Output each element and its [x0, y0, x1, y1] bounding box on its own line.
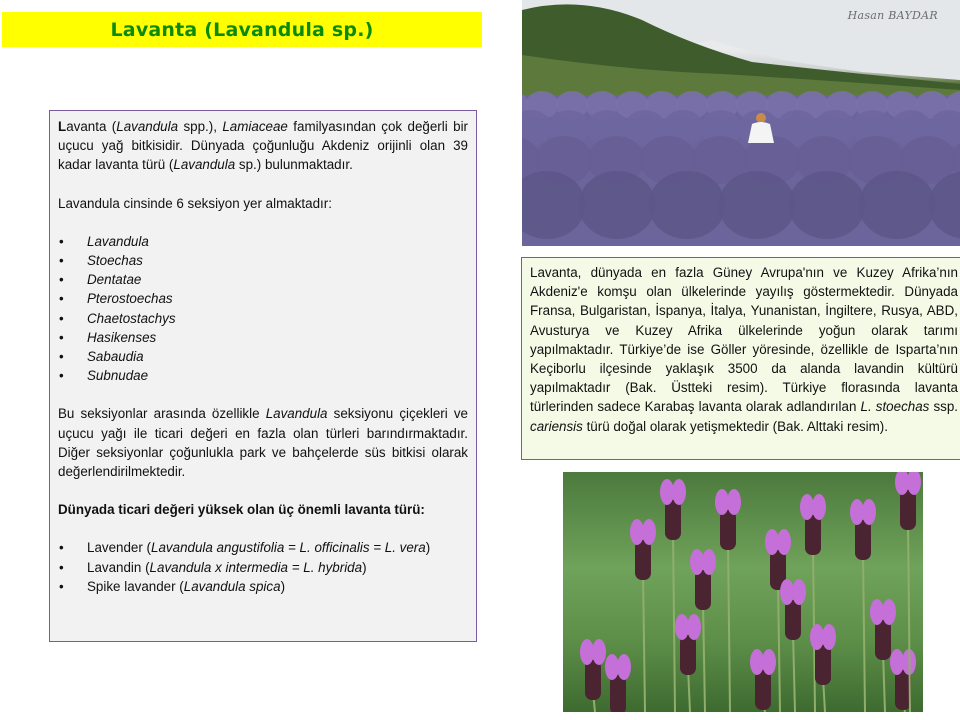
- flower-stem: [673, 532, 675, 712]
- intro-first-letter: L: [58, 119, 67, 134]
- commercial-species-item: [58, 538, 468, 557]
- slide-title: Lavanta (Lavandula sp.): [110, 18, 374, 41]
- section-name: Stoechas: [87, 253, 143, 269]
- left-text-box: [49, 110, 477, 642]
- flower-bract: [812, 494, 826, 520]
- lavender-bush: [579, 171, 656, 239]
- flowers-illustration: [563, 472, 923, 712]
- flower-bract: [750, 649, 764, 675]
- flower-stem: [883, 652, 885, 712]
- distribution-italic: L. stoechas: [860, 399, 930, 415]
- commercial-species-list: [58, 538, 468, 596]
- flower-head: [635, 540, 651, 580]
- intro-text: sp.) bulunmaktadır.: [235, 157, 353, 173]
- section-item: [58, 347, 468, 366]
- intro-text: spp.),: [178, 119, 223, 134]
- flower-stem: [728, 542, 730, 712]
- lavender-field-illustration: [522, 0, 960, 246]
- flower-bract: [890, 649, 904, 675]
- flower-stem: [703, 602, 705, 712]
- lavender-bush: [859, 171, 936, 239]
- lavender-bush: [719, 171, 796, 239]
- distribution-text: ssp.: [929, 399, 959, 415]
- intro-text: familyasından çok değerli bir uçucu yağ bitkisidir. Dünyada çoğunluğu Akdeniz orijinli olan 39 kadar lavanta türü (: [58, 119, 468, 173]
- species-text: Spike lavander (: [87, 578, 184, 594]
- distribution-text: Lavanta, dünyada en fazla Güney Avrupa'nın ve Kuzey Afrika’nın Akdeniz'e komşu olan ülkelerinde yayılış göstermektedir. Dünyada Fransa, Bulgaristan, İspanya, İtalya, Yunanistan, İngiltere, Rusya, ABD, Avusturya ve Kuzey Afrika ülkelerinde yoğun olarak tarımı yapılmaktadır. Türkiye’de ise Göller yöresinde, özellikle de Isparta’nın Keçiborlu ilçesinde yaklaşık 3500 da alanda lavandin kültürü yapılmaktadır (Bak. Üstteki resim). Türkiye florasında lavanta türlerinden sadece Karabaş lavanta olarak adlandırılan: [530, 265, 958, 415]
- section-name: Pterostoechas: [87, 291, 173, 307]
- section-item: [58, 328, 468, 347]
- intro-italic: Lamiaceae: [222, 119, 288, 134]
- flower-head: [695, 570, 711, 610]
- flower-bract: [870, 599, 884, 625]
- section-item: [58, 270, 468, 289]
- flower-stem: [778, 582, 780, 712]
- flower-head: [895, 670, 911, 710]
- bullet-icon: •: [59, 540, 64, 556]
- flower-head: [755, 670, 771, 710]
- flower-bract: [617, 654, 631, 680]
- flower-bract: [715, 489, 729, 515]
- sections-heading: Lavandula cinsinde 6 seksiyon yer almaktadır:: [58, 195, 332, 211]
- bullet-icon: •: [59, 329, 64, 345]
- flower-head: [875, 620, 891, 660]
- intro-text: avanta (: [66, 119, 117, 134]
- distribution-text: türü doğal olarak yetişmektedir (Bak. Alttaki resim).: [582, 418, 888, 434]
- section-name: Hasikenses: [87, 329, 157, 345]
- flower-bract: [792, 579, 806, 605]
- bullet-icon: •: [59, 310, 64, 326]
- flower-bract: [727, 489, 741, 515]
- distribution-paragraph: [530, 263, 958, 436]
- species-italic: Lavandula x intermedia = L. hybrida: [149, 559, 363, 575]
- flower-head: [680, 635, 696, 675]
- flower-bract: [882, 599, 896, 625]
- flower-bract: [765, 529, 779, 555]
- lavender-field-photo: [522, 0, 960, 246]
- section-item: [58, 366, 468, 385]
- flower-bract: [672, 479, 686, 505]
- species-italic: Lavandula spica: [183, 578, 281, 594]
- right-text-box: [521, 257, 960, 460]
- flower-bract: [800, 494, 814, 520]
- flower-bract: [642, 519, 656, 545]
- sections-list: [58, 232, 468, 386]
- lavender-bush: [649, 171, 726, 239]
- flower-head: [900, 490, 916, 530]
- bullet-icon: •: [59, 578, 64, 594]
- flower-bract: [862, 499, 876, 525]
- flower-bract: [780, 579, 794, 605]
- section-name: Sabaudia: [87, 349, 144, 365]
- flower-bract: [762, 649, 776, 675]
- commercial-heading-text: Dünyada ticari değeri yüksek olan üç önemli lavanta türü:: [58, 502, 425, 518]
- commercial-species-item: [58, 577, 468, 596]
- bullet-icon: •: [59, 253, 64, 269]
- flower-bract: [660, 479, 674, 505]
- section-name: Chaetostachys: [87, 310, 176, 326]
- commercial-heading: [58, 500, 468, 519]
- flower-bract: [630, 519, 644, 545]
- flower-stem: [793, 632, 795, 712]
- species-text: Lavandin (: [87, 559, 150, 575]
- flower-bract: [810, 624, 824, 650]
- flower-bract: [580, 639, 594, 665]
- flower-bract: [592, 639, 606, 665]
- bullet-icon: •: [59, 272, 64, 288]
- bullet-icon: •: [59, 233, 64, 249]
- sections-note-italic: Lavandula: [265, 406, 328, 422]
- flower-stem: [643, 572, 645, 712]
- flower-head: [805, 515, 821, 555]
- flower-head: [855, 520, 871, 560]
- species-italic: Lavandula angustifolia = L. officinalis = L. vera: [151, 540, 426, 556]
- sections-note-text: seksiyonu çiçekleri ve uçucu yağı ile ticari değeri en fazla olan türleri barındırmaktadır. Diğer seksiyonlar çoğunlukla park ve bahçelerde süs bitkisi olarak değerlendirilmektedir.: [58, 406, 469, 480]
- flower-head: [720, 510, 736, 550]
- sections-note-paragraph: [58, 404, 468, 481]
- bullet-icon: •: [59, 559, 64, 575]
- flower-head: [815, 645, 831, 685]
- flower-bract: [690, 549, 704, 575]
- flower-bract: [822, 624, 836, 650]
- flower-head: [665, 500, 681, 540]
- flower-head: [785, 600, 801, 640]
- section-item: [58, 309, 468, 328]
- section-item: [58, 251, 468, 270]
- flower-stem: [863, 552, 865, 712]
- section-name: Subnudae: [87, 368, 149, 384]
- section-name: Dentatae: [87, 272, 142, 288]
- flower-bract: [777, 529, 791, 555]
- bullet-icon: •: [59, 368, 64, 384]
- intro-italic: Lavandula: [116, 119, 179, 134]
- flower-head: [585, 660, 601, 700]
- commercial-species-item: [58, 558, 468, 577]
- title-banner: [2, 12, 482, 47]
- bullet-icon: •: [59, 291, 64, 307]
- section-item: [58, 289, 468, 308]
- flower-head: [610, 675, 626, 712]
- species-text: ): [362, 559, 367, 575]
- flower-bract: [850, 499, 864, 525]
- photo-watermark: Hasan BAYDAR: [847, 9, 938, 22]
- flower-bract: [687, 614, 701, 640]
- species-text: ): [425, 540, 431, 556]
- lavandula-stoechas-photo: [563, 472, 923, 712]
- bullet-icon: •: [59, 349, 64, 365]
- intro-paragraph: [58, 117, 468, 175]
- intro-italic: Lavandula: [173, 157, 236, 173]
- distribution-italic: cariensis: [530, 418, 583, 434]
- section-item: [58, 232, 468, 251]
- flower-bract: [702, 549, 716, 575]
- species-text: Lavender (: [87, 540, 152, 556]
- species-text: ): [280, 578, 286, 594]
- sections-note-text: Bu seksiyonlar arasında özellikle: [58, 406, 266, 422]
- flower-bract: [675, 614, 689, 640]
- section-name: Lavandula: [87, 233, 149, 249]
- intro-text: [58, 119, 468, 172]
- lavender-bush: [789, 171, 866, 239]
- flower-bract: [605, 654, 619, 680]
